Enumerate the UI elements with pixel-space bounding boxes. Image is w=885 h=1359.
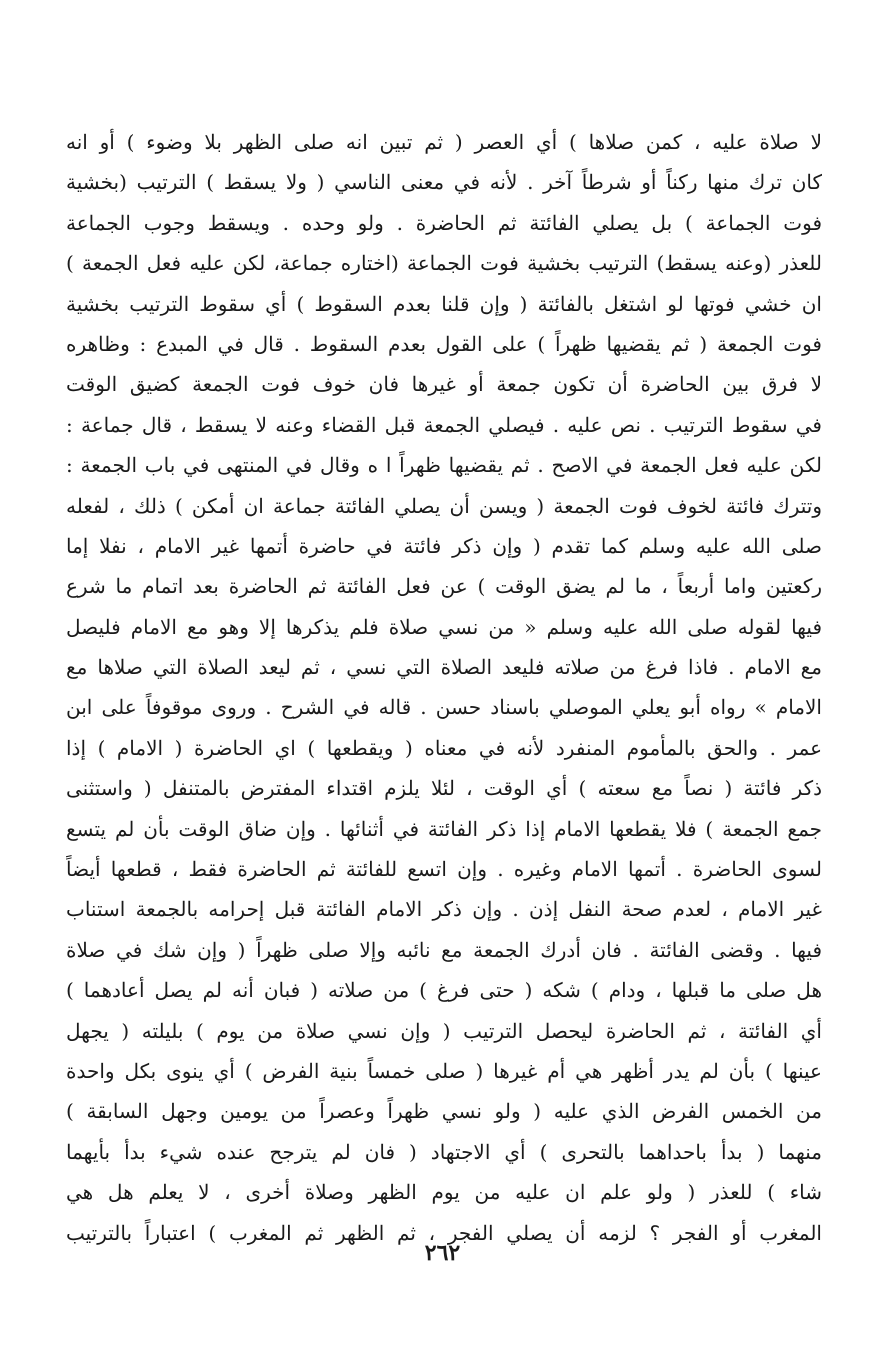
text-line: عينها ) بأن لم يدر أظهر هي أم غيرها ( صلى خمساً بنية الفرض ) أي ينوى بكل واحدة	[66, 1058, 822, 1083]
text-line: لا فرق بين الحاضرة أن تكون جمعة أو غيرها فان خوف فوت الجمعة كضيق الوقت	[66, 372, 822, 397]
text-line: جمع الجمعة ) فلا يقطعها الامام إذا ذكر الفائتة في أثنائها . وإن ضاق الوقت بأن لم يتسع	[66, 816, 822, 841]
text-line: صلى الله عليه وسلم كما تقدم ( وإن ذكر فائتة في حاضرة أتمها غير الامام ، نفلا إما	[66, 533, 822, 558]
text-line: لا صلاة عليه ، كمن صلاها ) أي العصر ( ثم تبين انه صلى الظهر بلا وضوء ) أو انه	[66, 130, 822, 154]
text-line: المغرب أو الفجر ؟ لزمه أن يصلي الفجر ، ثم الظهر ثم المغرب ) اعتباراً بالترتيب	[66, 1220, 822, 1245]
text-line: كان ترك منها ركناً أو شرطاً آخر . لأنه في معنى الناسي ( ولا يسقط ) الترتيب (بخشية	[66, 170, 822, 195]
body-text	[66, 122, 822, 1253]
text-line: هل صلى ما قبلها ، ودام ) شكه ( حتى فرغ ) من صلاته ( فبان أنه لم يصل أعادهما )	[66, 978, 822, 1003]
text-line: للعذر (وعنه يسقط) الترتيب بخشية فوت الجماعة (اختاره جماعة، لكن عليه فعل الجمعة )	[66, 251, 822, 276]
text-line: منهما ( بدأ باحداهما بالتحرى ) أي الاجتهاد ( فان لم يترجح عنده شيء بدأ بأيهما	[66, 1139, 822, 1164]
text-line: مع الامام . فاذا فرغ من صلاته فليعد الصلاة التي نسي ، ثم ليعد الصلاة التي صلاها مع	[66, 655, 822, 680]
text-line: وتترك فائتة لخوف فوت الجمعة ( ويسن أن يصلي الفائتة جماعة ان أمكن ) ذلك ، لفعله	[66, 493, 822, 518]
text-line: فوت الجماعة ) بل يصلي الفائتة ثم الحاضرة . ولو وحده . ويسقط وجوب الجماعة	[66, 210, 822, 235]
text-line: ان خشي فوتها لو اشتغل بالفائتة ( وإن قلنا بعدم السقوط ) أي سقوط الترتيب بخشية	[66, 291, 822, 316]
text-line: الامام » رواه أبو يعلي الموصلي باسناد حسن . قاله في الشرح . وروى موقوفاً على ابن	[66, 695, 822, 720]
text-line: فيها لقوله صلى الله عليه وسلم « من نسي صلاة فلم يذكرها إلا وهو مع الامام فليصل	[66, 614, 822, 639]
text-line: من الخمس الفرض الذي عليه ( ولو نسي ظهراً وعصراً من يومين وجهل السابقة )	[66, 1099, 822, 1124]
text-line: ركعتين واما أربعاً ، ما لم يضق الوقت ) عن فعل الفائتة ثم الحاضرة بعد اتمام ما شرع	[66, 574, 822, 599]
text-line: ذكر فائتة ( نصاً مع سعته ) أي الوقت ، لئلا يلزم اقتداء المفترض بالمتنفل ( واستثنى	[66, 776, 822, 801]
text-line: شاء ) للعذر ( ولو علم ان عليه من يوم الظهر وصلاة أخرى ، لا يعلم هل هي	[66, 1180, 822, 1205]
page-number: ٢٦٢	[424, 1240, 461, 1266]
text-line: غير الامام ، لعدم صحة النفل إذن . وإن ذكر الامام الفائتة قبل إحرامه بالجمعة استناب	[66, 897, 822, 922]
text-line: في سقوط الترتيب . نص عليه . فيصلي الجمعة قبل القضاء وعنه لا يسقط ، قال جماعة :	[66, 412, 822, 437]
text-line: فيها . وقضى الفائتة . فان أدرك الجمعة مع نائبه وإلا صلى ظهراً ( وإن شك في صلاة	[66, 937, 822, 962]
text-line: فوت الجمعة ( ثم يقضيها ظهراً ) على القول بعدم السقوط . قال في المبدع : وظاهره	[66, 331, 822, 356]
text-line: أي الفائتة ، ثم الحاضرة ليحصل الترتيب ( وإن نسي صلاة من يوم ) بليلته ( يجهل	[66, 1018, 822, 1043]
text-line: لسوى الحاضرة . أتمها الامام وغيره . وإن اتسع للفائتة ثم الحاضرة فقط ، قطعها أيضاً	[66, 857, 822, 882]
text-line: عمر . والحق بالمأموم المنفرد لأنه في معناه ( ويقطعها ) اي الحاضرة ( الامام ) إذا	[66, 735, 822, 760]
text-line: لكن عليه فعل الجمعة في الاصح . ثم يقضيها ظهراً ا ه وقال في المنتهى في باب الجمعة :	[66, 453, 822, 478]
